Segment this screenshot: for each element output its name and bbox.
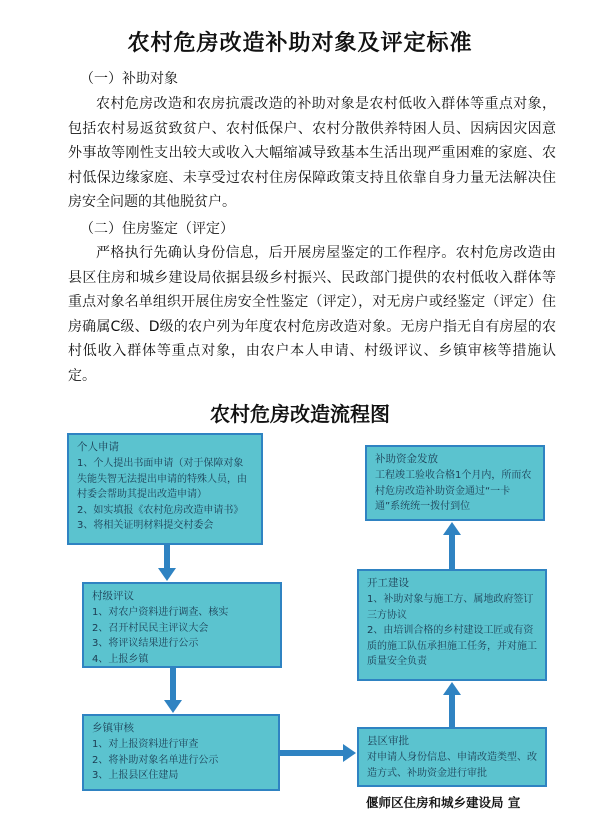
flow-arrow-shaft (170, 668, 176, 701)
flow-box-county-approval-head: 县区审批 (367, 735, 409, 747)
flow-box-apply-line: 2、如实填报《农村危房改造申请书》 (77, 504, 244, 516)
flow-box-village-review-head: 村级评议 (92, 590, 134, 602)
flowchart-title: 农村危房改造流程图 (210, 402, 390, 426)
flow-box-village-review-line: 2、召开村民民主评议大会 (92, 622, 209, 634)
section2-heading: （二）住房鉴定（评定） (80, 221, 234, 237)
flow-box-town-audit-line: 3、上报县区住建局 (92, 770, 179, 782)
flow-arrow-up-icon (443, 682, 461, 695)
flow-box-town-audit-line: 2、将补助对象名单进行公示 (92, 754, 219, 766)
flow-box-village-review-line: 3、将评议结果进行公示 (92, 638, 199, 650)
flow-box-county-approval (357, 727, 547, 787)
flow-arrow-shaft (280, 750, 344, 756)
flow-box-construction-line: 1、补助对象与施工方、属地政府签订三方协议 (367, 594, 534, 621)
flow-box-fund-payment-head: 补助资金发放 (375, 453, 438, 465)
section2-body: 严格执行先确认身份信息，后开展房屋鉴定的工作程序。农村危房改造由县区住房和城乡建设局依据县级乡村振兴、民政部门提供的农村低收入群体等重点对象名单组织开展住房安全性鉴定（评定），对无房户或经鉴定（评定）住房确属C级、D级的农户列为年度农村危房改造对象。无房户指无自有房屋的农村低收入群体等重点对象，由农户本人申请、村级评议、乡镇审核等措施认定。 (68, 245, 556, 384)
flow-arrow-shaft (164, 545, 170, 570)
flow-arrow-down-icon (164, 700, 182, 713)
flow-box-apply (67, 433, 263, 545)
flow-box-town-audit-line: 1、对上报资料进行审查 (92, 739, 199, 750)
flow-box-village-review-line: 4、上报乡镇 (92, 653, 149, 665)
flow-box-town-audit (82, 714, 280, 791)
flow-arrow-shaft (449, 535, 455, 569)
flow-arrow-right-icon (343, 744, 356, 762)
flow-box-village-review-line: 1、对农户资料进行调查、核实 (92, 607, 229, 618)
section1-heading: （一）补助对象 (80, 71, 178, 87)
flow-box-construction-line: 2、由培训合格的乡村建设工匠或有资质的施工队伍承担施工任务，并对施工质量安全负责 (367, 625, 537, 668)
flow-box-village-review (82, 582, 282, 668)
flow-arrow-up-icon (443, 522, 461, 535)
flow-arrow-down-icon (158, 568, 176, 581)
flow-box-apply-head: 个人申请 (77, 441, 119, 453)
flow-box-construction-head: 开工建设 (367, 577, 409, 589)
issuer-footer: 偃师区住房和城乡建设局 宣 (366, 795, 521, 810)
flow-box-town-audit-head: 乡镇审核 (92, 722, 134, 734)
flow-box-apply-line: 1、个人提出书面申请（对于保障对象失能失智无法提出申请的特殊人员，由村委会帮助其提出改造申请） (77, 458, 247, 501)
flow-arrow-shaft (449, 695, 455, 727)
flow-box-fund-payment (365, 445, 545, 521)
flow-box-county-approval-line: 对申请人身份信息、申请改造类型、改造方式、补助资金进行审批 (367, 752, 537, 779)
flow-box-apply-line: 3、将相关证明材料提交村委会 (77, 520, 214, 532)
page-title: 农村危房改造补助对象及评定标准 (127, 30, 473, 56)
section1-body: 农村危房改造和农房抗震改造的补助对象是农村低收入群体等重点对象，包括农村易返贫致贫户、农村低保户、农村分散供养特困人员、因病因灾因意外事故等刚性支出较大或收入大幅缩减导致基本生活出现严重困难的家庭、农村低保边缘家庭、未享受过农村住房保障政策支持且依靠自身力量无法解决住房安全问题的其他脱贫户。 (68, 96, 556, 211)
flow-box-construction (357, 569, 547, 681)
flow-box-fund-payment-line: 工程竣工验收合格1个月内，所而农村危房改造补助资金通过“一卡通”系统统一拨付到位 (375, 470, 532, 513)
